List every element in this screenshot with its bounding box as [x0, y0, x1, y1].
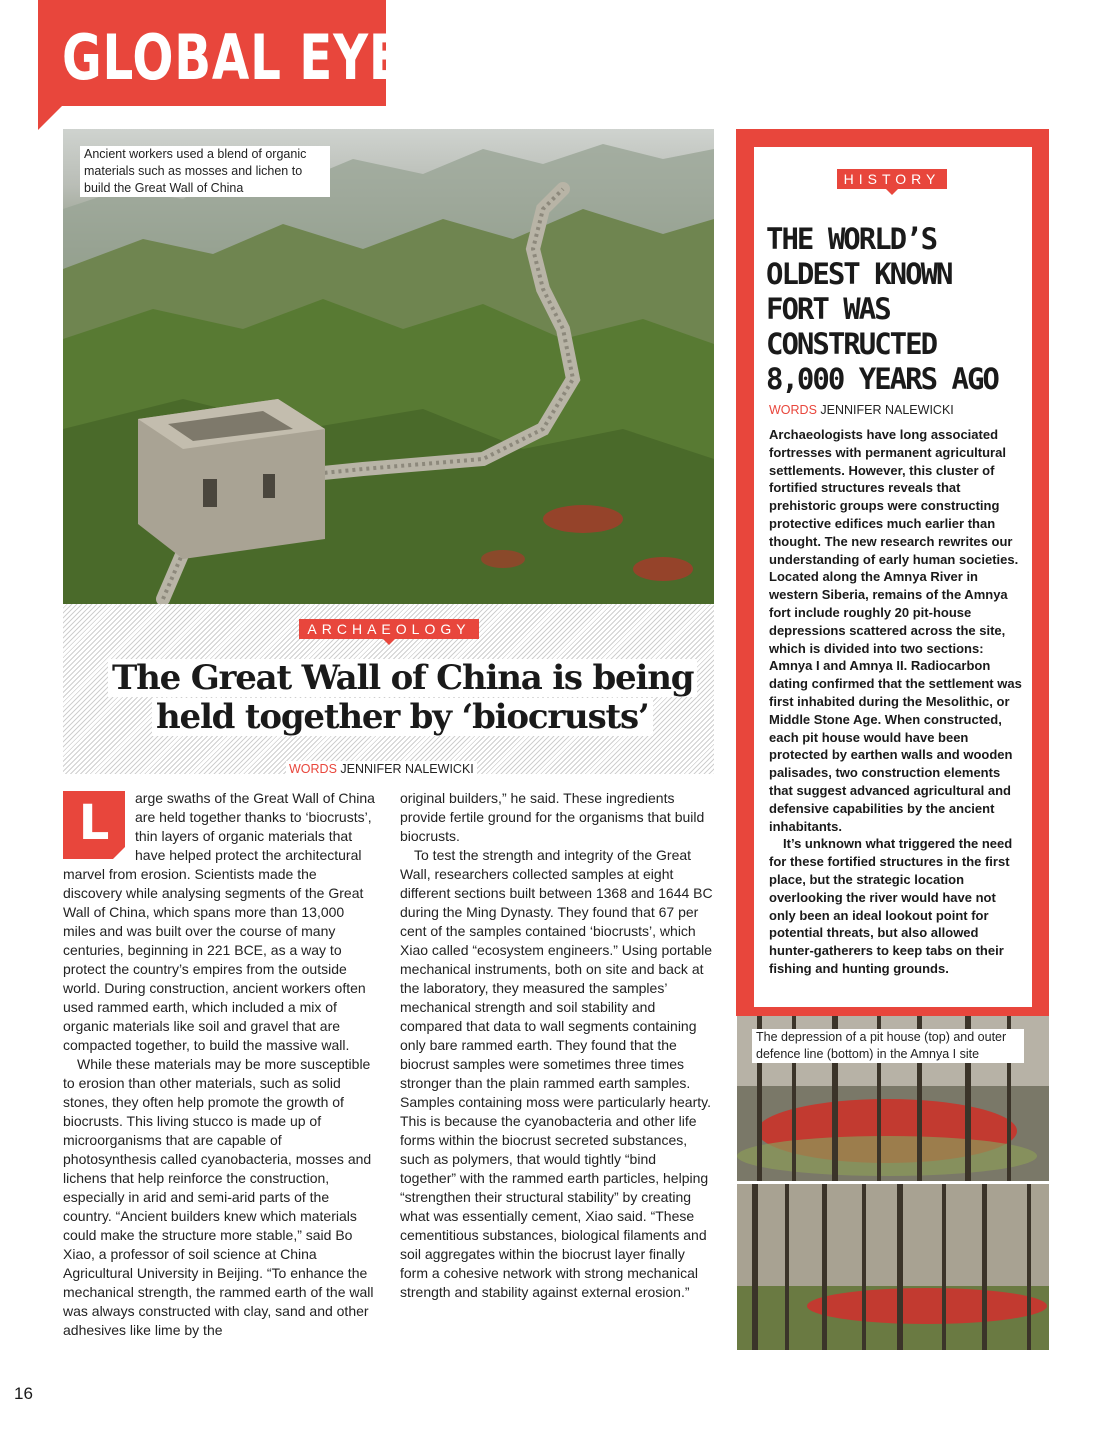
byline-label: WORDS — [769, 403, 817, 417]
category-tag-pointer — [383, 639, 395, 645]
article-column-2 — [400, 789, 714, 1302]
sidebar-body — [769, 426, 1023, 978]
drop-cap — [63, 791, 125, 859]
page-number: 16 — [14, 1384, 33, 1403]
category-tag-archaeology: ARCHAEOLOGY — [299, 619, 479, 639]
article-headline-line-2: held together by ‘biocrusts’ — [152, 698, 653, 736]
category-tag-history: HISTORY — [837, 169, 947, 189]
article-headline-line-1: The Great Wall of China is being — [108, 659, 697, 697]
great-wall-photo — [63, 129, 714, 604]
body-paragraph: arge swaths of the Great Wall of China are held together thanks to ‘biocrusts’, thin layers of organic materials that have helped protect the architectural marvel from erosion. Scientists made the discovery while analysing segments of the Great Wall of China, which spans more than 13,000 miles and was built over the course of many centuries, beginning in 221 BCE, as a way to protect the country’s empires from the outside world. During construction, ancient workers often used rammed earth, which included a mix of organic materials like soil and gravel that are compacted together, to build the massive wall. — [63, 790, 375, 1053]
body-paragraph: original builders,” he said. These ingredients provide fertile ground for the organisms that build biocrusts. — [400, 790, 705, 844]
sidebar-photo-caption: The depression of a pit house (top) and outer defence line (bottom) in the Amnya I site — [752, 1029, 1024, 1063]
main-photo-caption: Ancient workers used a blend of organic materials such as mosses and lichen to build the Great Wall of China — [80, 146, 330, 197]
category-tag-pointer — [886, 189, 898, 195]
sidebar-paragraph: Archaeologists have long associated fortresses with permanent agricultural settlements. However, this cluster of fortified structures reveals that prehistoric groups were constructing protective edifices much earlier than thought. The new research rewrites our understanding of early human societies. Located along the Amnya River in western Siberia, remains of the Amnya fort include roughly 20 pit-house depressions scattered across the site, which is divided into two sections: Amnya I and Amnya II. Radiocarbon dating confirmed that the settlement was first inhabited during the Mesolithic, or Middle Stone Age. When constructed, each pit house would have been protected by earthen walls and wooden palisades, two construction elements that suggest advanced agricultural and defensive capabilities by the ancient inhabitants. — [769, 427, 1022, 834]
article-byline — [286, 761, 477, 777]
body-paragraph: To test the strength and integrity of the Great Wall, researchers collected samples at eight different sections built between 1368 and 1644 BC during the Ming Dynasty. They found that 67 per cent of the samples contained ‘biocrusts’, which Xiao called “ecosystem engineers.” Using portable mechanical instruments, both on site and back at the laboratory, they measured the samples’ mechanical strength and soil stability and compared that data to wall segments containing only bare rammed earth. They found that the biocrust samples were sometimes three times stronger than the plain rammed earth samples. Samples containing moss were particularly hearty. This is because the cyanobacteria and other life forms within the biocrust secreted substances, such as polymers, that would tightly “bind together” with the rammed earth particles, helping “strengthen their structural stability” by creating what was essentially cement, Xiao said. “These cementitious substances, biological filaments and soil aggregates within the biocrust layer finally form a cohesive network with strong mechanical strength and stability against external erosion.” — [400, 847, 713, 1300]
byline-author: JENNIFER NALEWICKI — [820, 403, 954, 417]
section-header-notch — [38, 106, 62, 130]
drop-cap-letter: L — [78, 795, 110, 851]
drop-cap-notch — [113, 847, 125, 859]
sidebar-paragraph: It’s unknown what triggered the need for these fortified structures in the first place, but the strategic location overlooking the river would have not only been an ideal lookout point for potential threats, but also allowed hunter-gatherers to keep tabs on their fishing and hunting grounds. — [769, 836, 1013, 976]
body-paragraph: While these materials may be more susceptible to erosion than other materials, such as solid stones, they often help promote the growth of biocrusts. This living stucco is made up of microorganisms that are capable of photosynthesis called cyanobacteria, mosses and lichens that help reinforce the construction, especially in arid and semi-arid parts of the country. “Ancient builders knew which materials could make the structure more stable,” said Bo Xiao, a professor of soil science at China Agricultural University in Beijing. “To enhance the mechanical strength, the rammed earth of the wall was always constructed with clay, sand and other adhesives like lime by the — [63, 1056, 374, 1338]
section-title: GLOBAL EYE — [62, 21, 403, 94]
sidebar-headline: THE WORLD’S OLDEST KNOWN FORT WAS CONSTRUCTED 8,000 YEARS AGO — [766, 222, 998, 396]
sidebar-byline — [766, 402, 957, 418]
byline-author: JENNIFER NALEWICKI — [340, 762, 474, 776]
byline-label: WORDS — [289, 762, 337, 776]
amnya-site-photo — [737, 1016, 1049, 1350]
article-column-1 — [63, 789, 377, 1340]
